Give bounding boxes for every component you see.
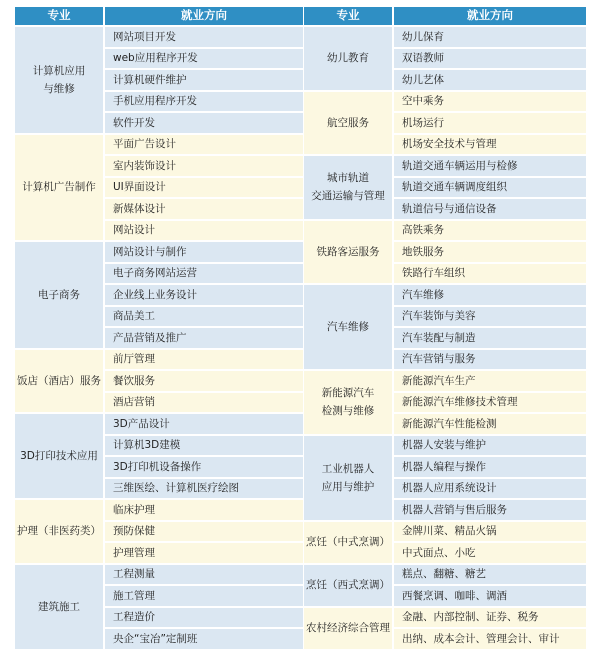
table-row [15,27,303,47]
major-cell: 城市轨道 交通运输与管理 [304,156,392,219]
table-row [15,242,303,262]
direction-cell: 企业线上业务设计 [105,285,303,305]
left-major-table [13,5,305,651]
major-cell: 铁路客运服务 [304,221,392,284]
direction-cell: 汽车维修 [394,285,586,305]
major-cell: 农村经济综合管理 [304,608,392,649]
major-cell: 新能源汽车 检测与维修 [304,371,392,434]
direction-cell: 计算机3D建模 [105,436,303,456]
direction-cell: 金牌川菜、精品火锅 [394,522,586,542]
direction-cell: 机场运行 [394,113,586,133]
direction-cell: 工程测量 [105,565,303,585]
direction-cell: 前厅管理 [105,350,303,370]
direction-cell: 幼儿艺体 [394,70,586,90]
direction-cell: 铁路行车组织 [394,264,586,284]
direction-cell: 幼儿保育 [394,27,586,47]
direction-cell: 西餐烹调、咖啡、调酒 [394,586,586,606]
direction-cell: 三维医绘、计算机医疗绘图 [105,479,303,499]
direction-cell: 机器人营销与售后服务 [394,500,586,520]
header-direction: 就业方向 [394,7,586,25]
header-major: 专业 [15,7,103,25]
direction-cell: 空中乘务 [394,92,586,112]
major-cell: 计算机应用 与维修 [15,27,103,133]
direction-cell: 双语教师 [394,49,586,69]
header-direction: 就业方向 [105,7,303,25]
direction-cell: 轨道交通车辆调度组织 [394,178,586,198]
direction-cell: 出纳、成本会计、管理会计、审计 [394,629,586,649]
table-row [15,565,303,585]
direction-cell: 新能源汽车生产 [394,371,586,391]
direction-cell: 商品美工 [105,307,303,327]
direction-cell: 央企“宝冶”定制班 [105,629,303,649]
table-row [15,135,303,155]
table-row [304,608,586,628]
table-row [15,350,303,370]
direction-cell: 机器人编程与操作 [394,457,586,477]
major-cell: 电子商务 [15,242,103,348]
major-cell: 工业机器人 应用与维护 [304,436,392,520]
direction-cell: 3D打印机设备操作 [105,457,303,477]
direction-cell: 手机应用程序开发 [105,92,303,112]
table-row [304,285,586,305]
direction-cell: 网站设计与制作 [105,242,303,262]
direction-cell: 糕点、翻糖、糖艺 [394,565,586,585]
direction-cell: 软件开发 [105,113,303,133]
table-row [304,27,586,47]
direction-cell: 机器人安装与维护 [394,436,586,456]
table-row [304,156,586,176]
table-row [304,92,586,112]
direction-cell: 工程造价 [105,608,303,628]
direction-cell: 酒店营销 [105,393,303,413]
direction-cell: 新能源汽车维修技术管理 [394,393,586,413]
right-major-table [302,5,588,651]
table-row [304,565,586,585]
direction-cell: 机器人应用系统设计 [394,479,586,499]
direction-cell: 平面广告设计 [105,135,303,155]
direction-cell: 施工管理 [105,586,303,606]
direction-cell: 新能源汽车性能检测 [394,414,586,434]
major-cell: 3D打印技术应用 [15,414,103,498]
table-row [304,371,586,391]
direction-cell: 轨道信号与通信设备 [394,199,586,219]
direction-cell: 汽车装配与制造 [394,328,586,348]
direction-cell: 汽车装饰与美容 [394,307,586,327]
direction-cell: 餐饮服务 [105,371,303,391]
direction-cell: 临床护理 [105,500,303,520]
table-row [304,221,586,241]
direction-cell: 护理管理 [105,543,303,563]
table-row [15,414,303,434]
direction-cell: 室内装饰设计 [105,156,303,176]
direction-cell: 中式面点、小吃 [394,543,586,563]
direction-cell: 高铁乘务 [394,221,586,241]
direction-cell: 地铁服务 [394,242,586,262]
major-cell: 烹饪（西式烹调） [304,565,392,606]
major-cell: 饭店（酒店）服务 [15,350,103,413]
direction-cell: web应用程序开发 [105,49,303,69]
direction-cell: 电子商务网站运营 [105,264,303,284]
direction-cell: 轨道交通车辆运用与检修 [394,156,586,176]
major-cell: 航空服务 [304,92,392,155]
direction-cell: 产品营销及推广 [105,328,303,348]
direction-cell: UI界面设计 [105,178,303,198]
table-row [304,522,586,542]
major-cell: 计算机广告制作 [15,135,103,241]
direction-cell: 网站设计 [105,221,303,241]
major-cell: 护理（非医药类） [15,500,103,563]
direction-cell: 汽车营销与服务 [394,350,586,370]
major-cell: 汽车维修 [304,285,392,369]
table-row [304,436,586,456]
direction-cell: 3D产品设计 [105,414,303,434]
major-cell: 建筑施工 [15,565,103,649]
direction-cell: 新媒体设计 [105,199,303,219]
direction-cell: 网站项目开发 [105,27,303,47]
major-cell: 烹饪（中式烹调） [304,522,392,563]
table-row [15,500,303,520]
major-cell: 幼儿教育 [304,27,392,90]
direction-cell: 金融、内部控制、证券、税务 [394,608,586,628]
header-major: 专业 [304,7,392,25]
direction-cell: 预防保健 [105,522,303,542]
direction-cell: 机场安全技术与管理 [394,135,586,155]
direction-cell: 计算机硬件维护 [105,70,303,90]
